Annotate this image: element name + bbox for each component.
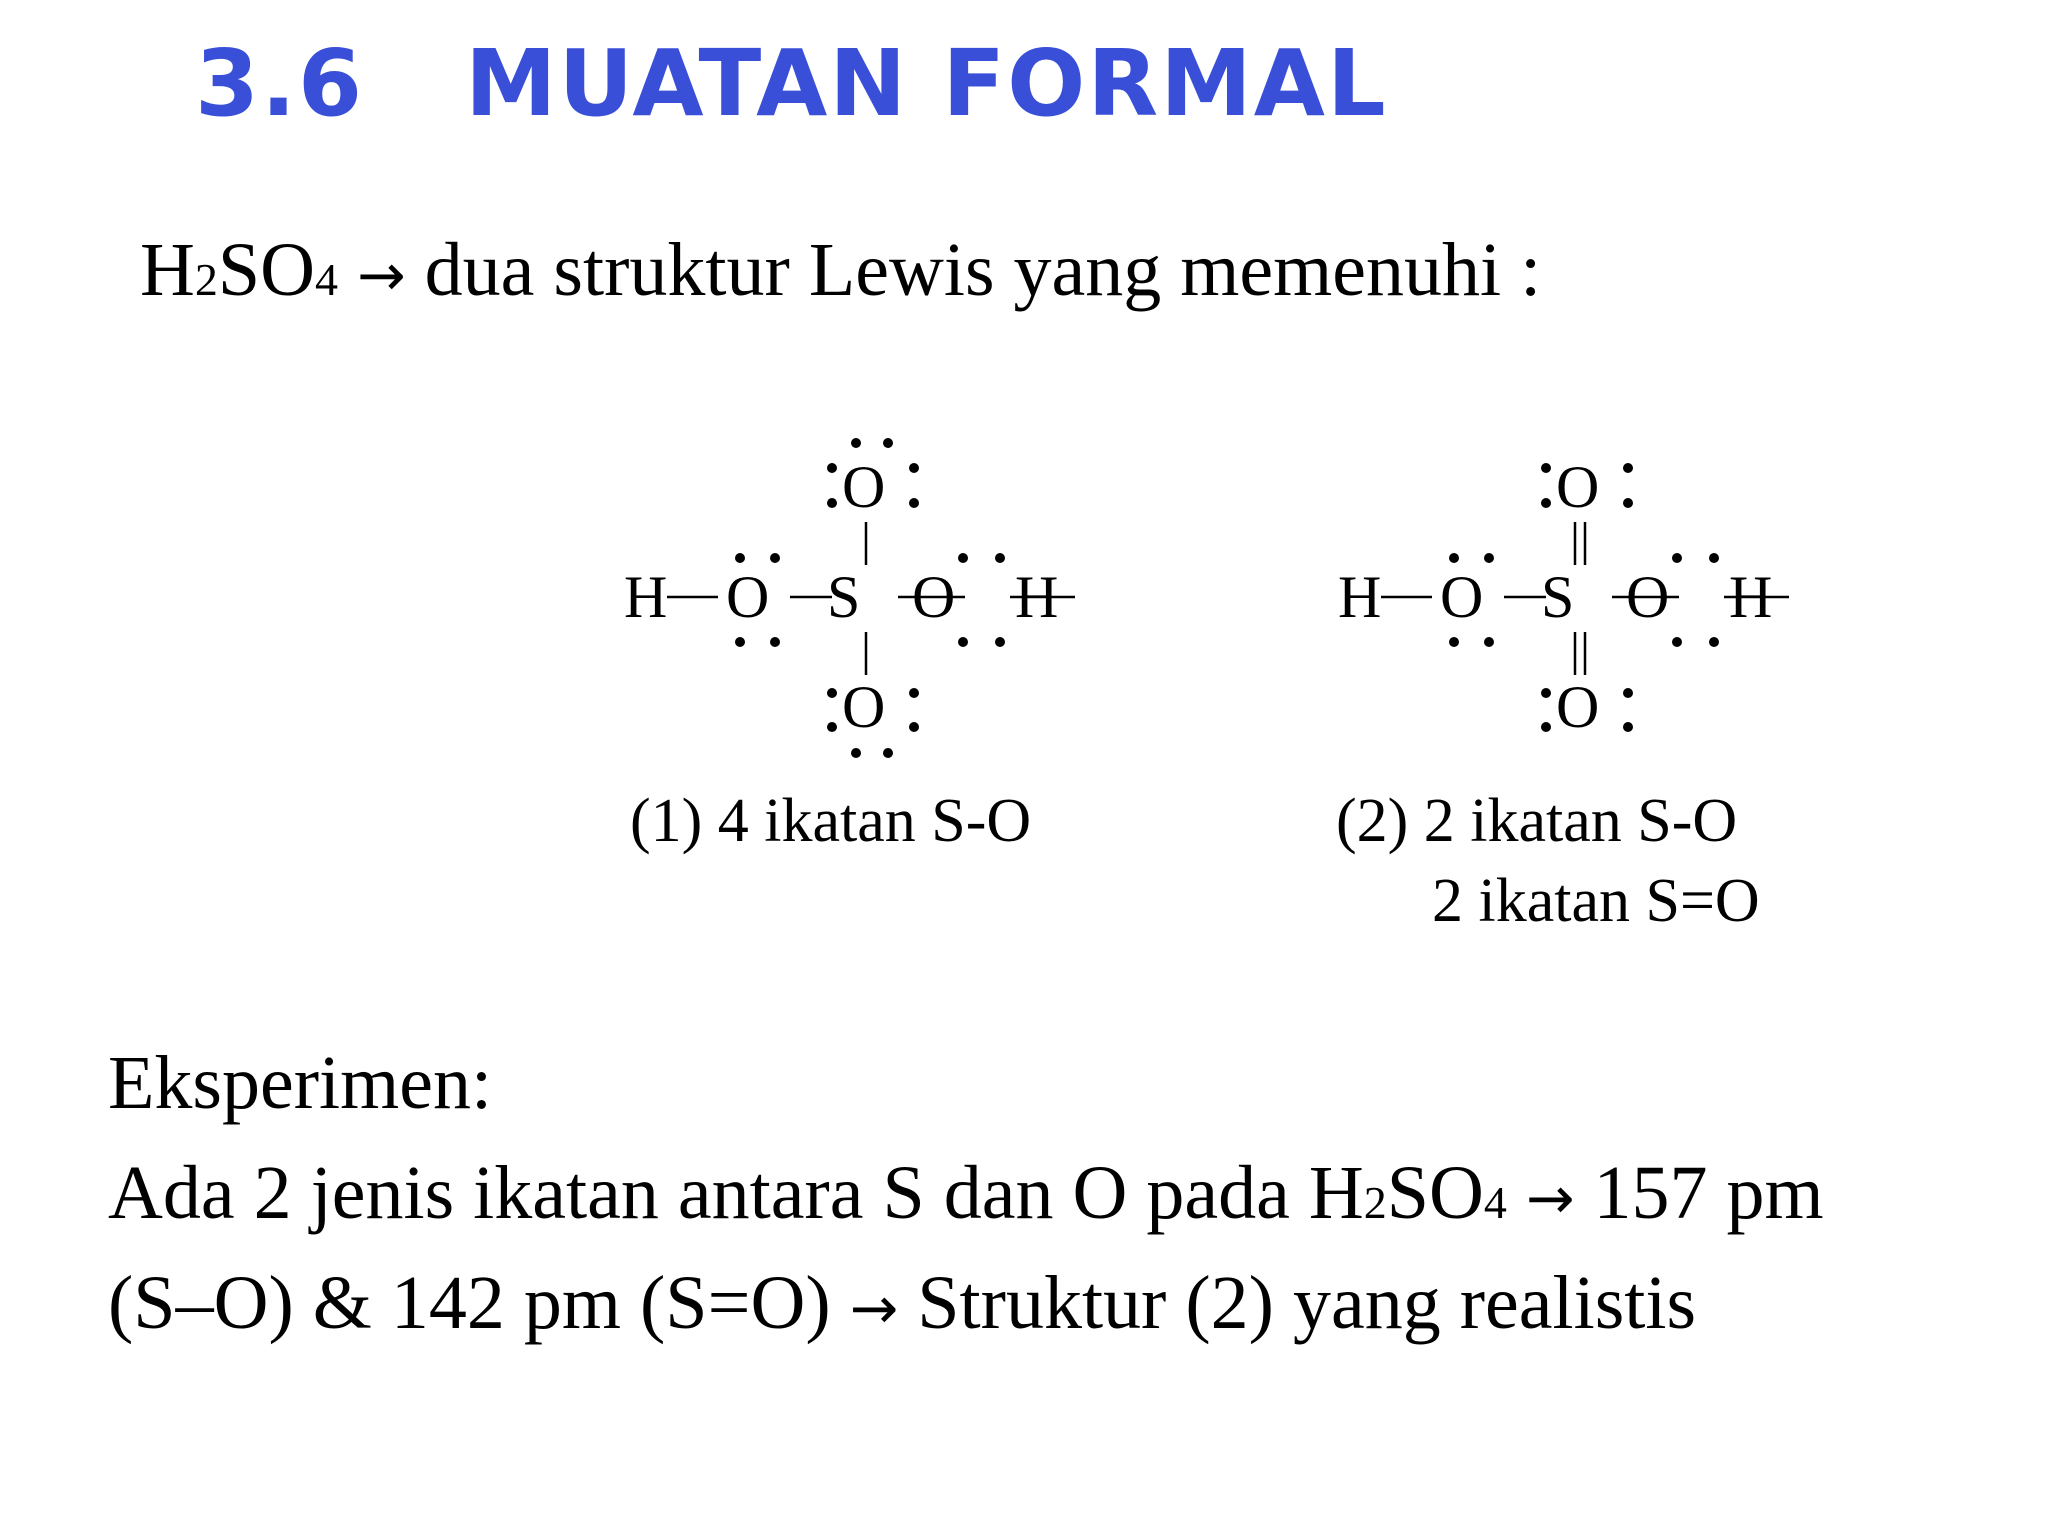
- experiment-text-a: Ada 2 jenis ikatan antara S dan O pada: [108, 1151, 1309, 1235]
- atom-o-top: O: [842, 454, 886, 520]
- experiment-label: Eksperimen:: [108, 1041, 493, 1125]
- section-title: MUATAN FORMAL: [465, 30, 1388, 137]
- atom-o-bottom: O: [842, 674, 886, 740]
- atom-h-right-2: H: [1729, 564, 1773, 630]
- formula-sub-4: 4: [315, 254, 339, 305]
- atom-s-center-2: S: [1541, 564, 1575, 630]
- atom-s-center: S: [827, 564, 861, 630]
- formula-so: SO: [1386, 1151, 1484, 1235]
- formula-sub-4: 4: [1483, 1177, 1507, 1228]
- atom-o-bottom-2: O: [1556, 674, 1600, 740]
- formula-sub-2: 2: [194, 254, 218, 305]
- arrow-icon: →: [357, 241, 406, 309]
- atom-h-left-2: H: [1338, 564, 1382, 630]
- experiment-line-2: [108, 1261, 1697, 1345]
- experiment-text-c: (S–O) & 142 pm (S=O): [108, 1261, 850, 1345]
- section-number: 3.6: [195, 30, 364, 137]
- structure-1-caption: (1) 4 ikatan S-O: [630, 787, 1032, 855]
- atom-o-left-2: O: [1440, 564, 1484, 630]
- lewis-structure-1: [624, 438, 1075, 758]
- intro-text: dua struktur Lewis yang memenuhi :: [424, 228, 1542, 312]
- structure-2-caption-line1: (2) 2 ikatan S-O: [1336, 787, 1738, 855]
- experiment-text-d: Struktur (2) yang realistis: [898, 1261, 1697, 1345]
- atom-o-right: O: [912, 564, 956, 630]
- atom-o-right-2: O: [1626, 564, 1670, 630]
- arrow-icon: →: [1525, 1164, 1575, 1232]
- atom-o-top-2: O: [1556, 454, 1600, 520]
- atom-o-left: O: [726, 564, 770, 630]
- atom-h-left: H: [624, 564, 668, 630]
- formula-h: H: [1308, 1151, 1364, 1235]
- structure-2-caption-line2: 2 ikatan S=O: [1432, 867, 1760, 935]
- experiment-line-1: [108, 1151, 1824, 1235]
- formula-so: SO: [217, 228, 316, 312]
- atom-h-right: H: [1015, 564, 1059, 630]
- arrow-icon: →: [849, 1274, 899, 1342]
- experiment-text-b: 157 pm: [1574, 1151, 1824, 1235]
- formula-h: H: [140, 228, 195, 312]
- formula-sub-2: 2: [1363, 1177, 1387, 1228]
- lewis-structure-2: [1338, 454, 1789, 740]
